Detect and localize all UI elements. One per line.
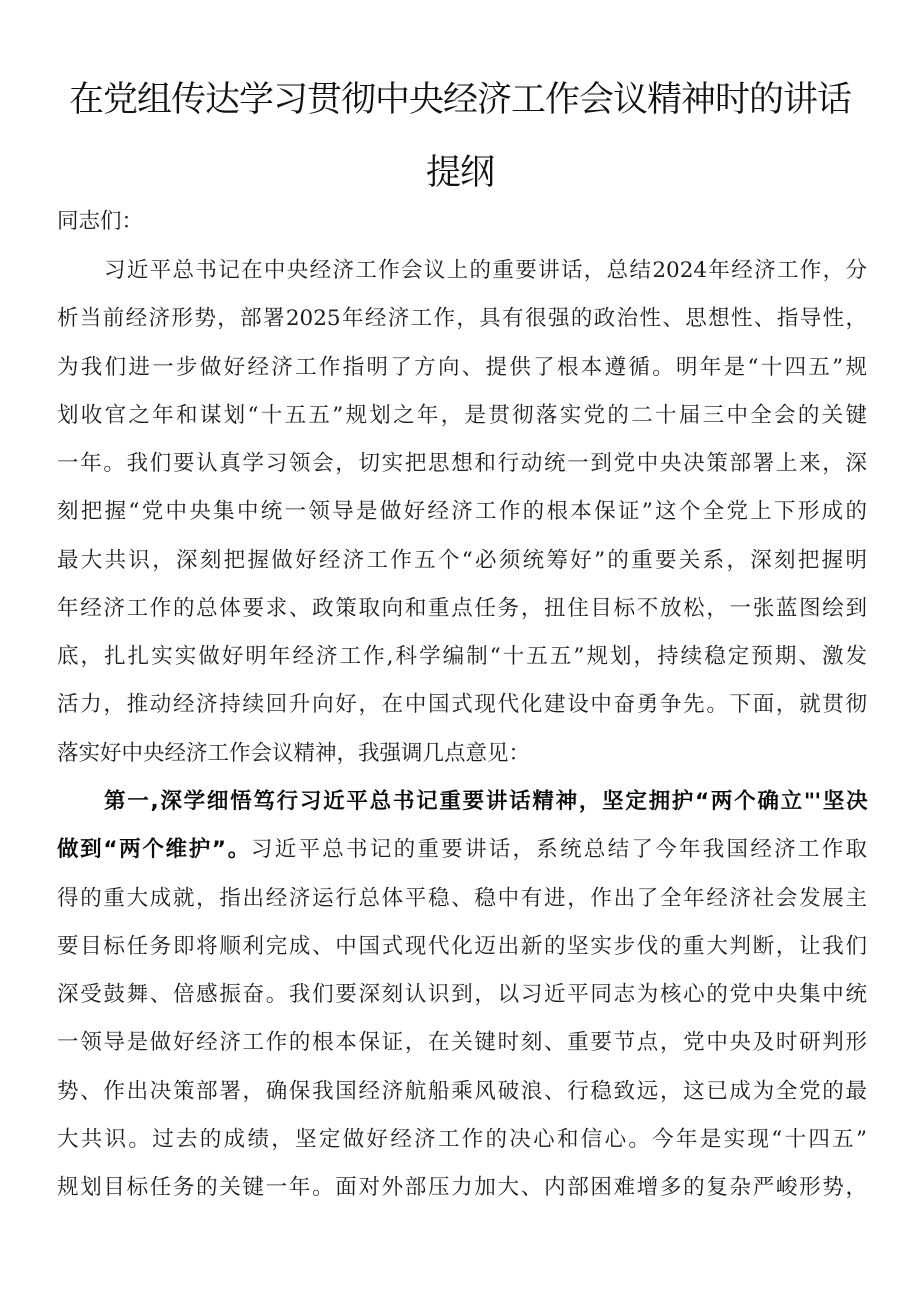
paragraph-line: 划收官之年和谋划“十五五”规划之年，是贯彻落实党的二十届三中全会的关键 [57, 403, 867, 428]
salutation: 同志们： [57, 209, 144, 234]
paragraph-line: 习近平总书记在中央经济工作会议上的重要讲话，总结2024年经济工作，分 [104, 258, 867, 283]
section-heading: 第一,深学细悟笃行习近平总书记重要讲话精神，坚定拥护“两个确立"'坚决 [104, 789, 867, 814]
paragraph-line: 刻把握“党中央集中统一领导是做好经济工作的根本保证”这个全党上下形成的 [57, 499, 867, 524]
paragraph-line: 活力，推动经济持续回升向好，在中国式现代化建设中奋勇争先。下面，就贯彻 [57, 692, 867, 717]
paragraph-line: 要目标任务即将顺利完成、中国式现代化迈出新的坚实步伐的重大判断，让我们 [57, 934, 867, 959]
paragraph-line: 析当前经济形势，部署2025年经济工作，具有很强的政治性、思想性、指导性， [57, 306, 867, 331]
paragraph-line: 一领导是做好经济工作的根本保证，在关键时刻、重要节点，党中央及时研判形 [57, 1030, 867, 1055]
paragraph-line: 落实好中央经济工作会议精神，我强调几点意见： [57, 741, 531, 766]
paragraph-line: 深受鼓舞、倍感振奋。我们要深刻认识到，以习近平同志为核心的党中央集中统 [57, 982, 867, 1007]
paragraph-line: 一年。我们要认真学习领会，切实把思想和行动统一到党中央决策部署上来，深 [57, 451, 867, 476]
paragraph-line: 势、作出决策部署，确保我国经济航船乘风破浪、行稳致远，这已成为全党的最 [57, 1079, 867, 1104]
document-title-continued: 提纲 [425, 153, 494, 193]
paragraph-line: 得的重大成就，指出经济运行总体平稳、稳中有进，作出了全年经济社会发展主 [57, 886, 867, 911]
paragraph-line: 底，扎扎实实做好明年经济工作,科学编制“十五五”规划，持续稳定预期、激发 [57, 644, 867, 669]
section-heading-continued: 做到“两个维护”。 [57, 837, 251, 862]
paragraph-line: 最大共识，深刻把握做好经济工作五个“必须统筹好”的重要关系，深刻把握明 [57, 548, 867, 573]
paragraph-line: 为我们进一步做好经济工作指明了方向、提供了根本遵循。明年是“十四五”规 [57, 355, 867, 380]
document-title: 在党组传达学习贯彻中央经济工作会议精神时的讲话 [68, 80, 851, 120]
paragraph-line [57, 835, 867, 865]
paragraph-text: 习近平总书记的重要讲话，系统总结了今年我国经济工作取 [250, 837, 867, 862]
paragraph-line: 年经济工作的总体要求、政策取向和重点任务，扭住目标不放松，一张蓝图绘到 [57, 596, 867, 621]
paragraph-line: 大共识。过去的成绩，坚定做好经济工作的决心和信心。今年是实现“十四五” [57, 1127, 867, 1152]
paragraph-line: 规划目标任务的关键一年。面对外部压力加大、内部困难增多的复杂严峻形势， [57, 1175, 867, 1200]
